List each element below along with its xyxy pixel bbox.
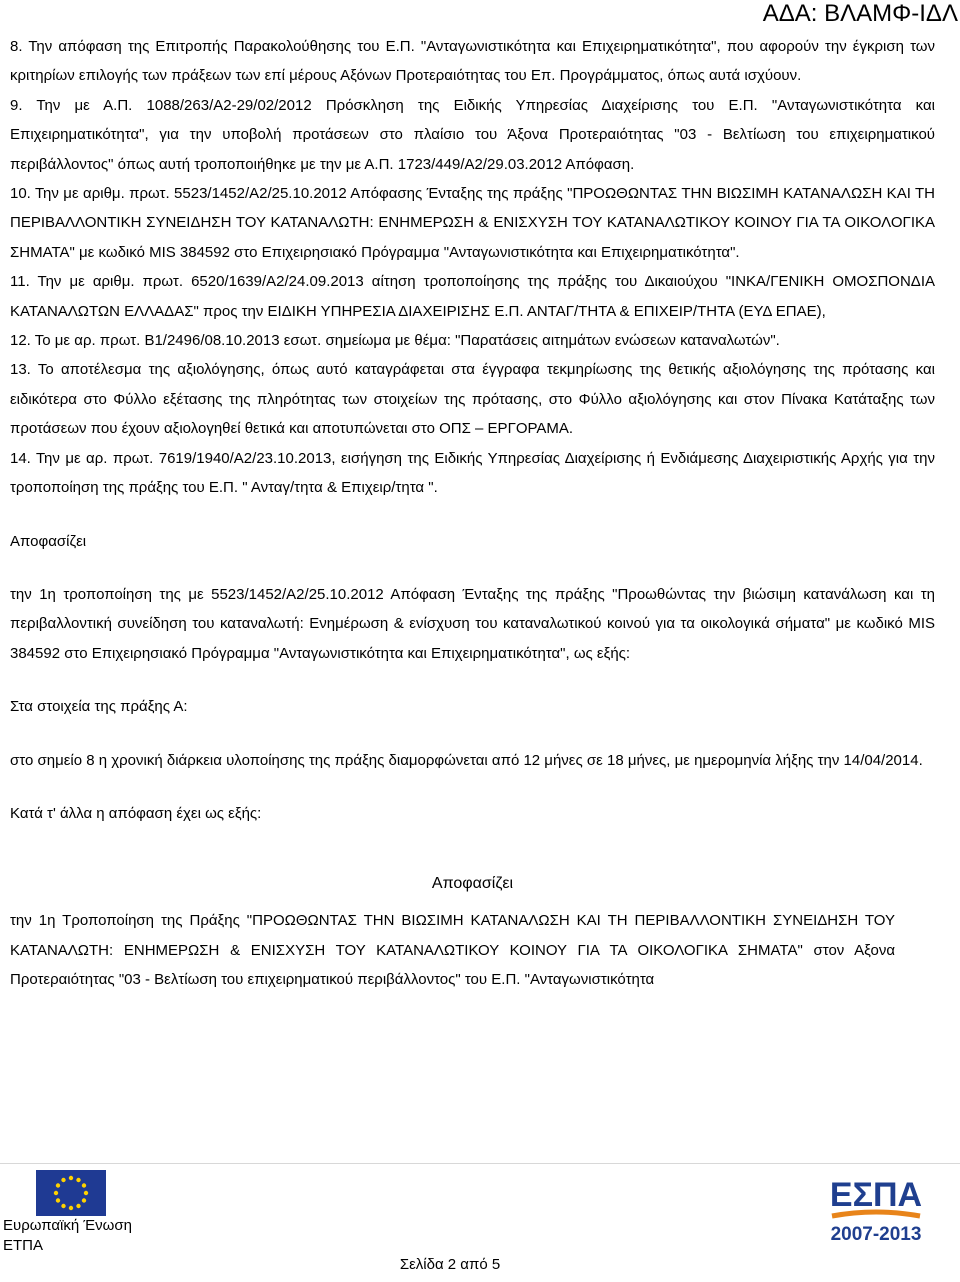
decision-heading: Αποφασίζει [10,532,87,550]
list-item: 9. Την με Α.Π. 1088/263/Α2-29/02/2012 Πρόσκληση της Ειδικής Υπηρεσίας Διαχείρισης του Ε.Π. "Ανταγωνιστικότητα και Επιχειρηματικότητα", για την υποβολή προτάσεων στο πλαίσιο του Άξονα Προτεραιότητας "03 - Βελτίωση του επιχειρηματικού περιβάλλοντος" όπως αυτή τροποποιήθηκε με την με Α.Π. 1723/449/Α2/29.03.2012 Απόφαση. [10,96,935,173]
espa-logo-text: ΕΣΠΑ [829,1176,923,1214]
eu-label-line: Ευρωπαϊκή Ένωση [3,1217,132,1234]
document-code: ΑΔΑ: ΒΛΑΜΦ-ΙΔΛ [762,0,958,27]
point-8-text: στο σημείο 8 η χρονική διάρκεια υλοποίησης της πράξης διαμορφώνεται από 12 μήνες σε 18 μήνες, με ημερομηνία λήξης την 14/04/2014. [10,751,923,769]
espa-years-text: 2007-2013 [830,1224,922,1245]
list-item: 11. Την με αριθμ. πρωτ. 6520/1639/Α2/24.09.2013 αίτηση τροποποίησης της πράξης του Δικαιούχου "ΙΝΚΑ/ΓΕΝΙΚΗ ΟΜΟΣΠΟΝΔΙΑ ΚΑΤΑΝΑΛΩΤΩΝ ΕΛΛΑΔΑΣ" προς την ΕΙΔΙΚΗ ΥΠΗΡΕΣΙΑ ΔΙΑΧΕΙΡΙΣΗΣ Ε.Π. ΑΝΤΑΓ/ΤΗΤΑ & ΕΠΙΧΕΙΡ/ΤΗΤΑ (ΕΥΔ ΕΠΑΕ), [10,273,935,320]
list-item: 10. Την με αριθμ. πρωτ. 5523/1452/Α2/25.10.2012 Απόφασης Ένταξης της πράξης "ΠΡΟΩΘΩΝΤΑΣ ΤΗΝ ΒΙΩΣΙΜΗ ΚΑΤΑΝΑΛΩΣΗ ΚΑΙ ΤΗ ΠΕΡΙΒΑΛΛΟΝΤΙΚΗ ΣΥΝΕΙΔΗΣΗ ΤΟΥ ΚΑΤΑΝΑΛΩΤΗ: ΕΝΗΜΕΡΩΣΗ & ΕΝΙΣΧΥΣΗ ΤΟΥ ΚΑΤΑΝΑΛΩΤΙΚΟΥ ΚΟΙΝΟΥ ΓΙΑ ΤΑ ΟΙΚΟΛΟΓΙΚΑ ΣΗΜΑΤΑ" με κωδικό MIS 384592 στο Επιχειρησιακό Πρόγραμμα "Ανταγωνιστικότητα και Επιχειρηματικότητα". [10,185,935,261]
considerations-list [10,32,935,503]
decision-body: την 1η τροποποίηση της με 5523/1452/Α2/25.10.2012 Απόφαση Ένταξης της πράξης "Προωθώντας την βιώσιμη κατανάλωση και τη περιβαλλοντική συνείδηση του καταναλωτή: Ενημέρωση & ενίσχυση του καταναλωτικού κοινού για τα οικολογικά σήματα" με κωδικό MIS 384592 στο Επιχειρησιακό Πρόγραμμα "Ανταγωνιστικότητα και Επιχειρηματικότητα", ως εξής: [10,585,935,662]
list-item: 12. Το με αρ. πρωτ. Β1/2496/08.10.2013 εσωτ. σημείωμα με θέμα: "Παρατάσεις αιτημάτων ενώσεων καταναλωτών". [10,332,780,350]
eu-label-line: ΕΤΠΑ [3,1237,44,1254]
eu-flag-icon [36,1170,106,1216]
decision-2-body: την 1η Τροποποίηση της Πράξης "ΠΡΟΩΘΩΝΤΑΣ ΤΗΝ ΒΙΩΣΙΜΗ ΚΑΤΑΝΑΛΩΣΗ ΚΑΙ ΤΗ ΠΕΡΙΒΑΛΛΟΝΤΙΚΗ ΣΥΝΕΙΔΗΣΗ ΤΟΥ ΚΑΤΑΝΑΛΩΤΗ: ΕΝΗΜΕΡΩΣΗ & ΕΝΙΣΧΥΣΗ ΤΟΥ ΚΑΤΑΝΑΛΩΤΙΚΟΥ ΚΟΙΝΟΥ ΓΙΑ ΤΑ ΟΙΚΟΛΟΓΙΚΑ ΣΗΜΑΤΑ" στον Αξονα Προτεραιότητας "03 - Βελτίωση του επιχειρηματικού περιβάλλοντος" του Ε.Π. "Ανταγωνιστικότητα [10,912,895,989]
list-item: 14. Την με αρ. πρωτ. 7619/1940/Α2/23.10.2013, εισήγηση της Ειδικής Υπηρεσίας Διαχείρισης ή Ενδιάμεσης Διαχειριστικής Αρχής για την τροποποίηση της πράξης του Ε.Π. " Ανταγ/τητα & Επιχειρ/τητα ". [10,449,935,497]
page-number: Σελίδα 2 από 5 [399,1256,501,1273]
eu-label [3,1216,132,1256]
list-item: 8. Την απόφαση της Επιτροπής Παρακολούθησης του Ε.Π. "Ανταγωνιστικότητα και Επιχειρηματικότητα", που αφορούν την έγκριση των κριτηρίων επιλογής των πράξεων των επί μέρους Αξόνων Προτεραιότητας του Επ. Προγράμματος, όπως αυτά ισχύουν. [10,38,935,85]
section-a-label: Στα στοιχεία της πράξης Α: [10,698,188,716]
espa-logo-icon [828,1172,924,1252]
decision-2-heading: Αποφασίζει [431,875,514,893]
rest-unchanged-text: Κατά τ' άλλα η απόφαση έχει ως εξής: [10,804,262,822]
document-body [10,32,935,995]
page-footer [0,1163,960,1282]
list-item: 13. Το αποτέλεσμα της αξιολόγησης, όπως αυτό καταγράφεται στα έγγραφα τεκμηρίωσης της θετικής αξιολόγησης της πρότασης και ειδικότερα στο Φύλλο εξέτασης της πληρότητας των στοιχείων της πρότασης, στο Φύλλο αξιολόγησης και στον Πίνακα Κατάταξης των προτάσεων που έχουν αξιολογηθεί θετικά και αποτυπώνεται στο ΟΠΣ – ΕΡΓΟΡΑΜΑ. [10,361,935,438]
